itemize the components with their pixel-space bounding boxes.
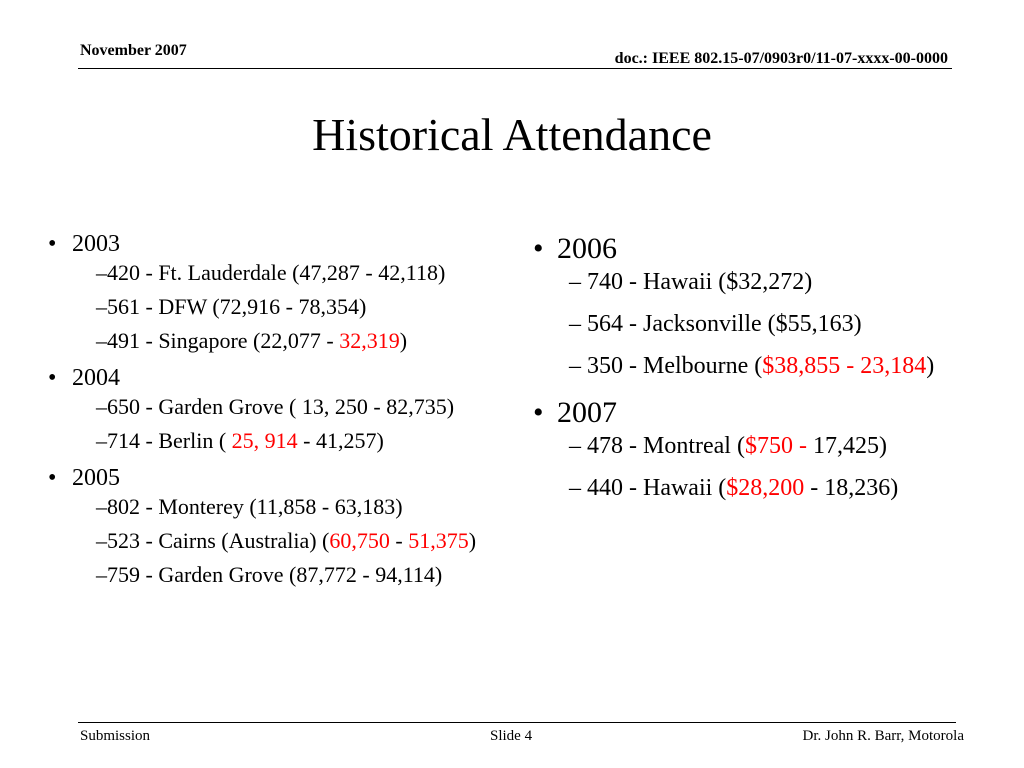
slide-title: Historical Attendance [312, 109, 712, 160]
bullet-icon: • [48, 465, 57, 491]
event-text: –802 - Monterey (11,858 - 63,183) [96, 494, 403, 519]
highlighted-value: 32,319 [339, 328, 400, 353]
event-item [533, 474, 993, 502]
event-text: - [389, 528, 409, 553]
year-group [48, 228, 518, 354]
event-item [533, 268, 993, 296]
header-divider [78, 68, 952, 69]
event-text: –523 - Cairns (Australia) ( [96, 528, 330, 553]
year-label: 2007 [557, 396, 617, 429]
event-item [48, 528, 518, 554]
event-item [48, 328, 518, 354]
year-label: 2004 [72, 365, 120, 391]
event-text: –714 - Berlin ( [96, 428, 232, 453]
footer-divider [78, 722, 956, 723]
event-item [48, 562, 518, 588]
header-date: November 2007 [80, 42, 187, 59]
event-text: ) [468, 528, 477, 553]
right-column [533, 230, 993, 516]
highlighted-value: $750 - [744, 433, 813, 459]
event-item [48, 260, 518, 286]
highlighted-value: 60,750 [329, 528, 390, 553]
highlighted-value: 51,375 [408, 528, 469, 553]
header-doc-id: doc.: IEEE 802.15-07/0903r0/11-07-xxxx-00-0000 [614, 50, 948, 67]
event-text: – 564 - Jacksonville ($55,163) [569, 311, 862, 337]
event-text: - 18,236) [804, 475, 899, 501]
event-text: ) [926, 353, 935, 379]
year-group [48, 462, 518, 588]
event-item [48, 494, 518, 520]
footer-slide-number: Slide 4 [490, 728, 533, 744]
event-text: –759 - Garden Grove (87,772 - 94,114) [96, 562, 443, 587]
bullet-icon: • [48, 231, 57, 257]
year-bullet [48, 228, 518, 260]
event-text: – 740 - Hawaii ($32,272) [569, 269, 813, 295]
bullet-icon: • [48, 365, 57, 391]
bullet-icon: • [533, 396, 544, 429]
left-column [48, 228, 518, 596]
highlighted-value: $38,855 - 23,184 [762, 353, 927, 379]
year-bullet [533, 394, 993, 432]
year-group [533, 394, 993, 502]
event-text: –491 - Singapore (22,077 - [96, 328, 340, 353]
event-text: –420 - Ft. Lauderdale (47,287 - 42,118) [96, 260, 446, 285]
year-label: 2006 [557, 232, 617, 265]
event-text: – 440 - Hawaii ( [569, 475, 727, 501]
event-item [533, 432, 993, 460]
highlighted-value: $28,200 [726, 475, 805, 501]
year-bullet [533, 230, 993, 268]
year-bullet [48, 462, 518, 494]
event-item [533, 352, 993, 380]
event-text: –561 - DFW (72,916 - 78,354) [96, 294, 367, 319]
event-text: - 41,257) [297, 428, 384, 453]
event-item [48, 294, 518, 320]
footer-submission: Submission [80, 728, 151, 744]
event-text: –650 - Garden Grove ( 13, 250 - 82,735) [96, 394, 455, 419]
year-group [48, 362, 518, 454]
event-text: – 350 - Melbourne ( [569, 353, 763, 379]
year-group [533, 230, 993, 380]
footer-author: Dr. John R. Barr, Motorola [802, 728, 964, 744]
event-text: 17,425) [812, 433, 887, 459]
event-text: – 478 - Montreal ( [569, 433, 745, 459]
event-text: ) [399, 328, 408, 353]
event-item [48, 394, 518, 420]
event-item [533, 310, 993, 338]
year-label: 2005 [72, 465, 120, 491]
year-label: 2003 [72, 231, 120, 257]
event-item [48, 428, 518, 454]
year-bullet [48, 362, 518, 394]
bullet-icon: • [533, 232, 544, 265]
highlighted-value: 25, 914 [231, 428, 298, 453]
